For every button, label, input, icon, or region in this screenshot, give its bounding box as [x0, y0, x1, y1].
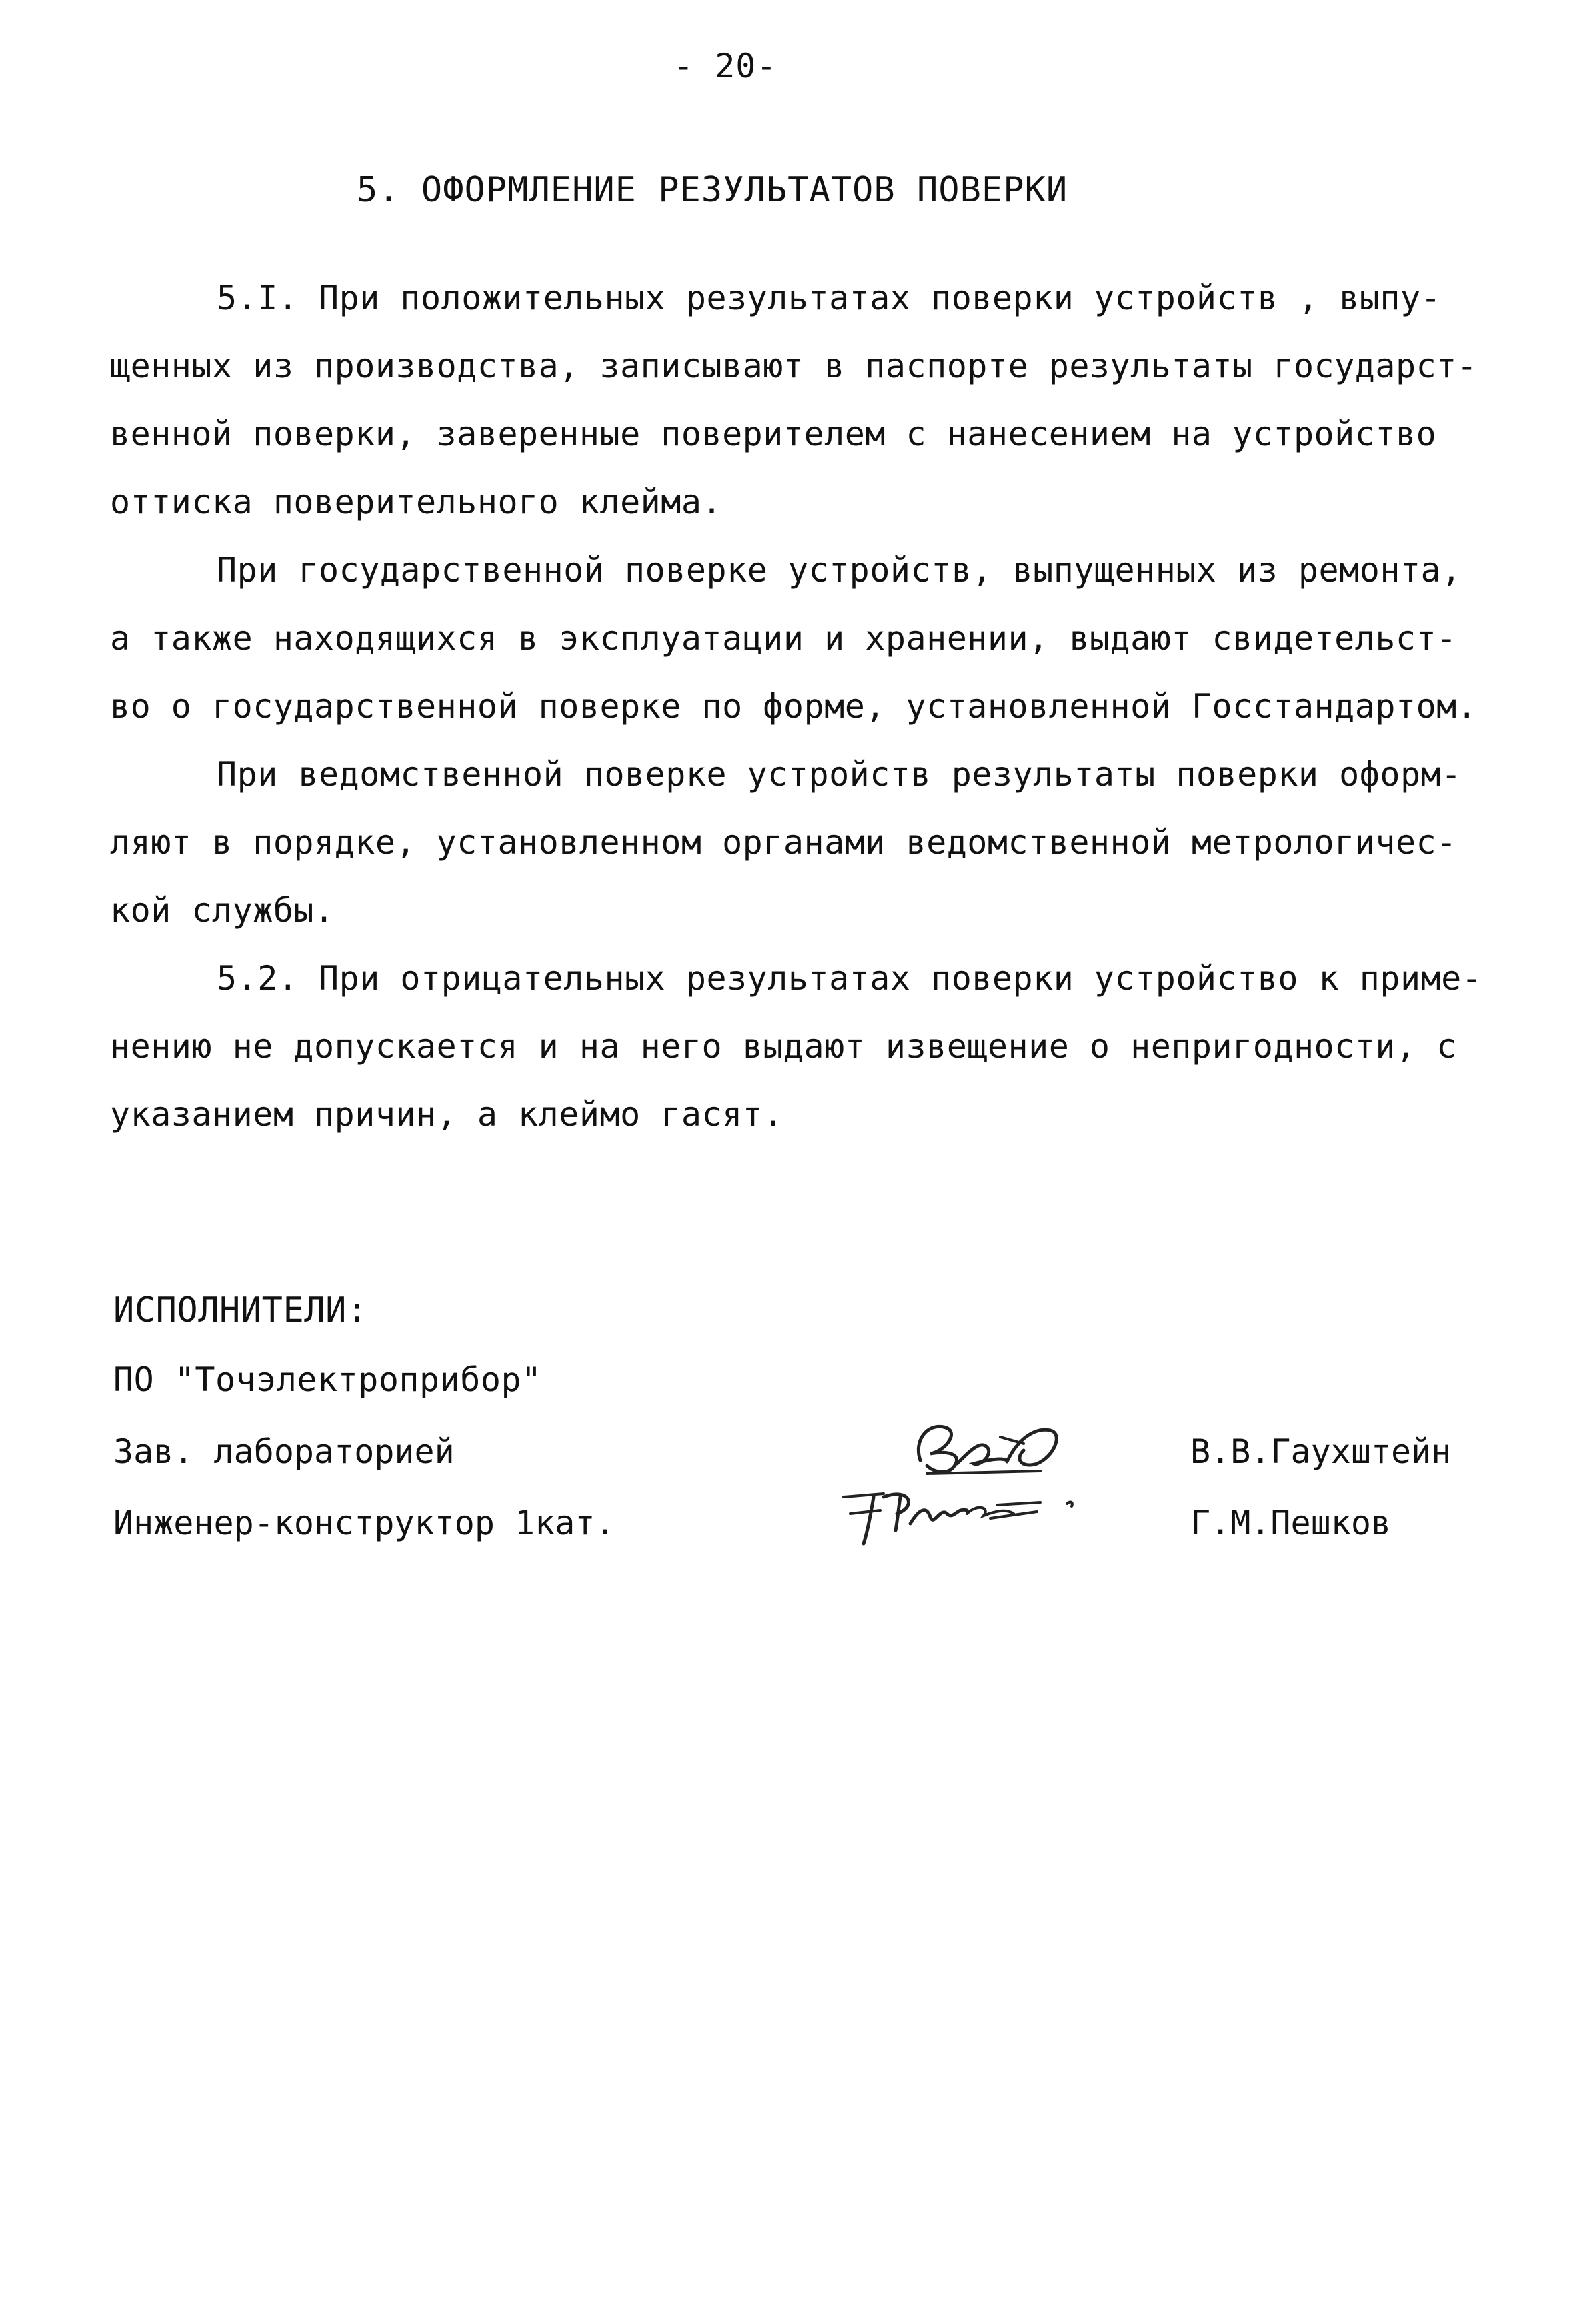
paragraph-departmental-verification-line: кой службы.: [110, 891, 335, 930]
signer-name: Г.М.Пешков: [1190, 1504, 1392, 1542]
section-title: 5. ОФОРМЛЕНИЕ РЕЗУЛЬТАТОВ ПОВЕРКИ: [357, 170, 1068, 210]
paragraph-5-2-line: указанием причин, а клеймо гасят.: [110, 1095, 783, 1134]
executors-heading: ИСПОЛНИТЕЛИ:: [113, 1290, 368, 1330]
paragraph-state-verification-line: При государственной поверке устройств, выпущенных из ремонта,: [217, 551, 1462, 590]
paragraph-5-1-line: оттиска поверительного клейма.: [110, 483, 723, 521]
paragraph-departmental-verification-line: ляют в порядке, установленном органами ведомственной метрологичес-: [110, 823, 1457, 862]
signer-title: Инженер-конструктор 1кат.: [113, 1504, 615, 1542]
paragraph-5-2-line: нению не допускается и на него выдают извещение о непригодности, с: [110, 1027, 1457, 1066]
handwritten-signature-2: [837, 1477, 1090, 1550]
handwritten-signature-1: [907, 1414, 1067, 1487]
paragraph-5-2-line: 5.2. При отрицательных результатах поверки устройство к приме-: [217, 959, 1482, 998]
paragraph-5-1-line: 5.I. При положительных результатах поверки устройств , выпу-: [217, 279, 1442, 317]
signer-title: Зав. лабораторией: [113, 1432, 455, 1471]
paragraph-state-verification-line: а также находящихся в эксплуатации и хранении, выдают свидетельст-: [110, 619, 1457, 658]
paragraph-departmental-verification-line: При ведомственной поверке устройств результаты поверки оформ-: [217, 755, 1462, 794]
signer-name: В.В.Гаухштейн: [1190, 1432, 1452, 1471]
paragraph-5-1-line: венной поверки, заверенные поверителем с нанесением на устройство: [110, 415, 1437, 453]
paragraph-5-1-line: щенных из производства, записывают в паспорте результаты государст-: [110, 347, 1478, 385]
page-number: - 20-: [673, 47, 777, 85]
paragraph-state-verification-line: во о государственной поверке по форме, установленной Госстандартом.: [110, 687, 1478, 726]
organization-name: ПО "Точэлектроприбор": [113, 1360, 542, 1399]
